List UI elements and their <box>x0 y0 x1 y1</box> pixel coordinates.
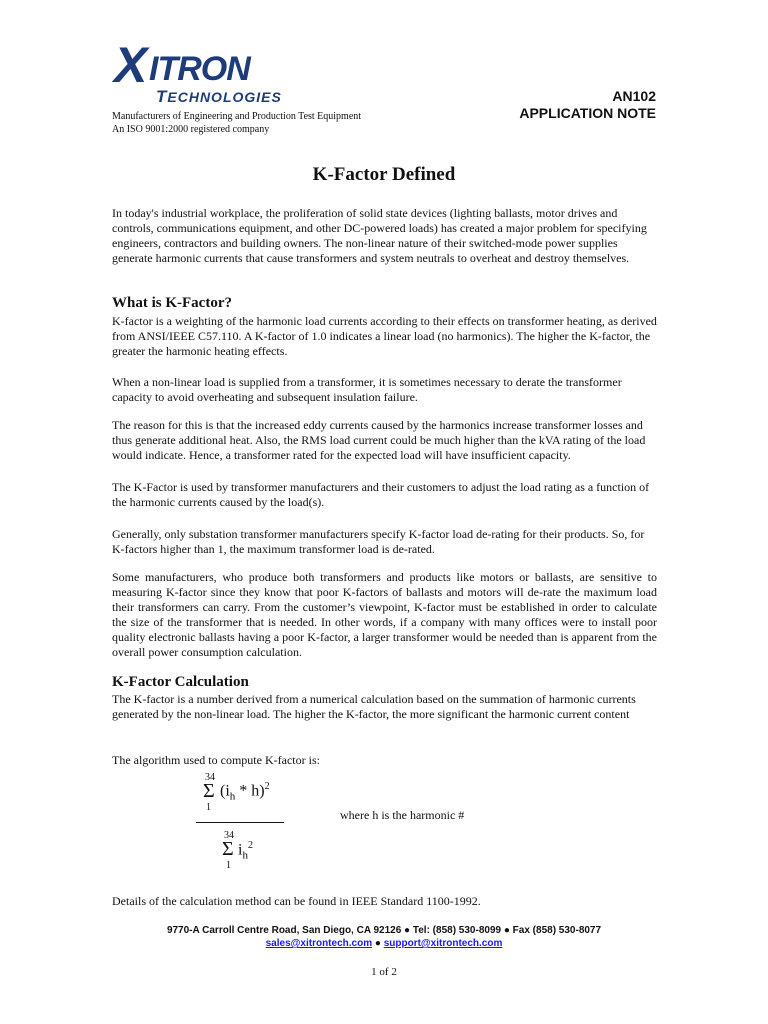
sales-email-link[interactable]: sales@xitrontech.com <box>265 938 373 949</box>
logo-technologies: TECHNOLOGIES <box>156 87 282 106</box>
footer-separator: ● <box>372 938 384 949</box>
paragraph: Generally, only substation transformer manufacturers specify K-factor load de-rating for their products. So, for K-factors higher than 1, the maximum transformer load is de-rated. <box>112 527 645 556</box>
paragraph: Some manufacturers, who produce both transformers and products like motors or ballasts, are sensitive to measuring K-factor since they know that poor K-factors of ballasts and motors will de-rate the maximum load their transformers can carry. From the customer’s viewpoint, K-factor must be established in order to calculate the size of the transformer that is needed. In other words, if a company with many offices were to install poor quality electronic ballasts having a poor K-factor, a larger transformer would be needed than is apparent from the overall power consumption calculation. <box>112 570 657 659</box>
section-heading-what-is: What is K-Factor? <box>112 295 232 311</box>
tagline-line-1: Manufacturers of Engineering and Production Test Equipment <box>112 111 362 122</box>
fraction-line <box>196 822 284 823</box>
paragraph: K-factor is a weighting of the harmonic load currents according to their effects on transformer heating, as derived from ANSI/IEEE C57.110. A K-factor of 1.0 indicates a linear load (no harmonics). The higher the K-factor, the greater the harmonic heating effects. <box>112 314 657 358</box>
page-number: 1 of 2 <box>371 966 397 978</box>
logo-itron: ITRON <box>149 50 250 88</box>
sigma-symbol: Σ <box>203 780 215 802</box>
paragraph: The algorithm used to compute K-factor is: <box>112 753 320 767</box>
formula-note: where h is the harmonic # <box>340 808 465 822</box>
paragraph: When a non-linear load is supplied from a transformer, it is sometimes necessary to derate the transformer capacity to avoid overheating and subsequent insulation failure. <box>112 375 622 404</box>
sum-upper-limit: 34 <box>205 772 215 783</box>
sum-lower-limit-denominator: 1 <box>226 860 231 871</box>
formula-denominator: $i_h^2$ <box>238 840 253 862</box>
support-email-link[interactable]: support@xitrontech.com <box>383 938 503 949</box>
company-tagline <box>112 110 361 136</box>
formula-numerator: $(i_h * h)^2$ <box>220 781 270 803</box>
sum-lower-limit: 1 <box>206 802 211 813</box>
document-type: APPLICATION NOTE <box>519 105 656 121</box>
section-heading-calculation: K-Factor Calculation <box>112 674 249 690</box>
sigma-symbol-denominator: Σ <box>222 838 234 860</box>
logo-x: X <box>114 37 146 93</box>
company-logo <box>112 37 292 106</box>
paragraph: The K-Factor is used by transformer manufacturers and their customers to adjust the load rating as a function of the harmonic currents caused by the load(s). <box>112 480 650 509</box>
page-title: K-Factor Defined <box>312 164 456 185</box>
paragraph: The reason for this is that the increased eddy currents caused by the harmonics increase transformer losses and thus generate additional heat. Also, the RMS load current could be much higher than the kVA rating of the load would indicate. Hence, a transformer rated for the expected load will have insufficient capacity. <box>112 418 646 462</box>
paragraph: Details of the calculation method can be found in IEEE Standard 1100-1992. <box>112 894 481 908</box>
footer-address: 9770-A Carroll Centre Road, San Diego, CA 92126 ● Tel: (858) 530-8099 ● Fax (858) 530-8077 <box>166 925 602 936</box>
document-code: AN102 <box>612 88 656 104</box>
tagline-line-2: An ISO 9001:2000 registered company <box>112 124 270 135</box>
intro-paragraph: In today's industrial workplace, the proliferation of solid state devices (lighting ballasts, motor drives and controls, communications equipment, and other DC-powered loads) has created a major problem for specifying engineers, contractors and building owners. The non-linear nature of their switched-mode power supplies generate harmonic currents that cause transformers and system neutrals to overheat and destroy themselves. <box>112 206 647 265</box>
footer-emails <box>0 938 768 949</box>
sum-upper-limit-denominator: 34 <box>224 830 234 841</box>
document-code-block <box>519 88 656 122</box>
paragraph: The K-factor is a number derived from a numerical calculation based on the summation of harmonic currents generated by the non-linear load. The higher the K-factor, the more significant the harmonic current content <box>112 692 636 721</box>
